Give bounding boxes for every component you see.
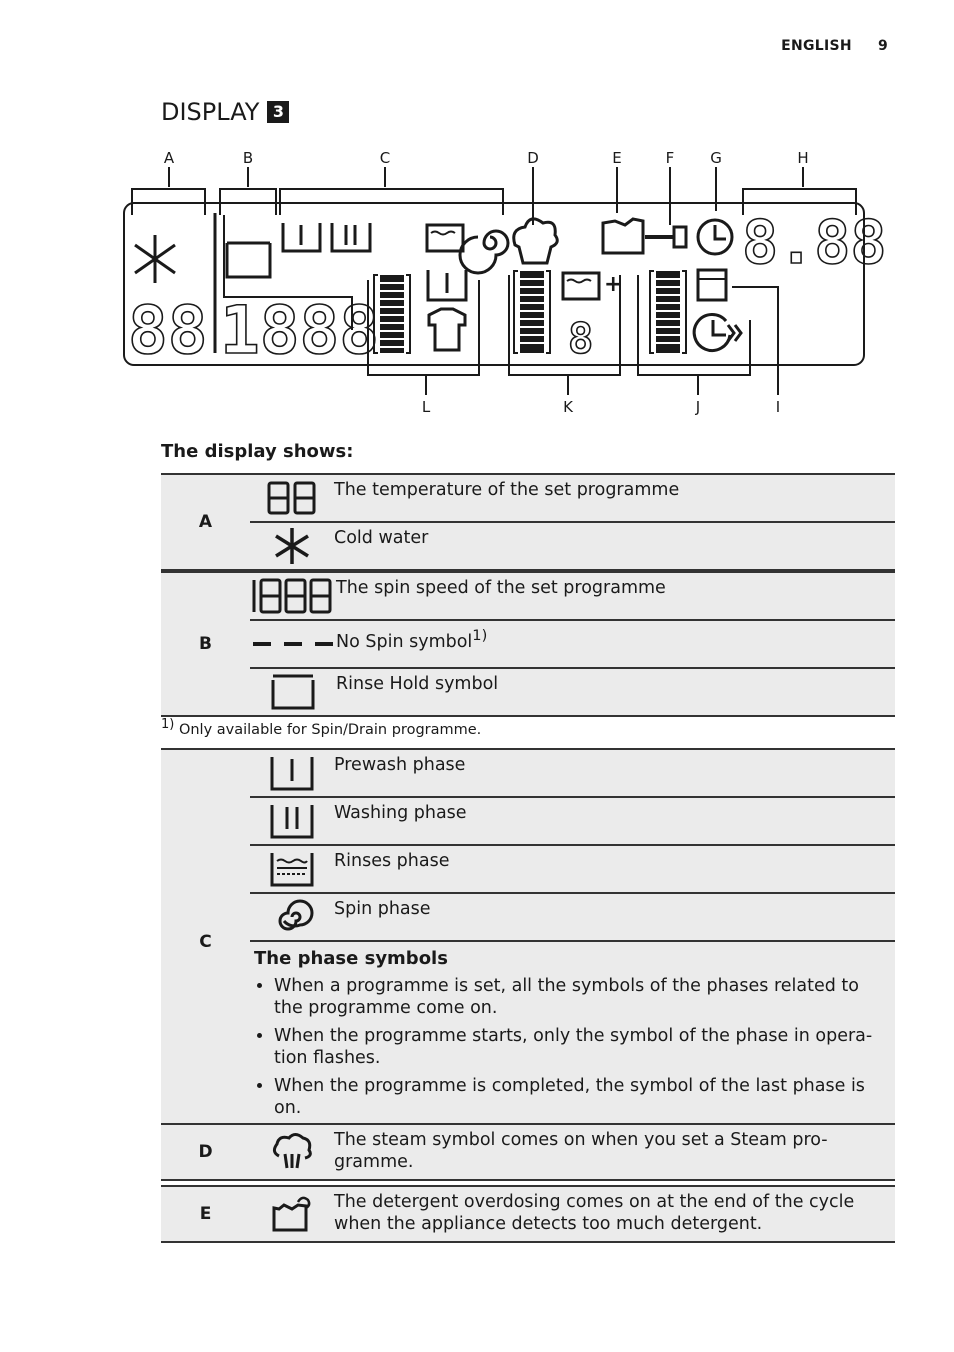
icon-cell	[250, 620, 336, 668]
phase-symbols-cell	[250, 941, 895, 1134]
phase-symbols-list	[254, 975, 885, 1119]
page-number: 9	[877, 38, 888, 54]
washing-icon	[268, 801, 316, 841]
label-k: K	[563, 398, 573, 416]
icon-cell	[250, 749, 334, 797]
row-key-c: C	[161, 749, 250, 1134]
spin-icon	[272, 897, 312, 937]
label-d: D	[527, 149, 539, 167]
spin-speed-digits-icon	[250, 577, 336, 615]
icon-cell	[250, 797, 334, 845]
table-d	[161, 1123, 895, 1181]
temperature-digits-icon	[266, 480, 318, 516]
row-key-b: B	[161, 572, 250, 716]
icon-cell	[250, 893, 334, 941]
cold-water-icon	[272, 526, 312, 566]
page-header	[781, 38, 888, 54]
row-c-text-4: Spin phase	[334, 893, 895, 941]
icon-cell	[250, 522, 334, 570]
row-a-text-1: The temperature of the set programme	[334, 474, 895, 522]
display-diagram	[120, 145, 887, 420]
no-spin-dashes-icon	[251, 634, 335, 654]
table-a	[161, 473, 895, 571]
icon-cell	[250, 668, 336, 716]
list-item: • When a programme is set, all the symbols of the phases related to the programme come on.	[274, 975, 885, 1019]
row-key-a: A	[161, 474, 250, 570]
row-b-text-1: The spin speed of the set programme	[336, 572, 895, 620]
b-readout: 1888	[220, 292, 379, 369]
row-key-d: D	[161, 1124, 250, 1180]
k-plus: +	[604, 272, 623, 297]
h-readout: 8.88	[742, 208, 887, 278]
footnote	[161, 717, 481, 738]
row-e-text: The detergent overdosing comes on at the end of the cycle when the appliance detects too much detergent.	[334, 1186, 895, 1242]
rinse-hold-icon	[269, 672, 317, 712]
table-b	[161, 571, 895, 717]
label-f: F	[665, 149, 675, 167]
row-d-text: The steam symbol comes on when you set a Steam pro-gramme.	[334, 1124, 895, 1180]
label-h: H	[797, 149, 809, 167]
footnote-ref: 1)	[472, 627, 488, 644]
section-title	[161, 98, 289, 126]
icon-cell	[250, 845, 334, 893]
label-c: C	[379, 149, 391, 167]
figure-number-badge: 3	[267, 101, 289, 123]
label-l: L	[421, 398, 431, 416]
row-c-text-2: Washing phase	[334, 797, 895, 845]
row-a-text-2: Cold water	[334, 522, 895, 570]
icon-cell	[250, 1186, 334, 1242]
label-e: E	[612, 149, 622, 167]
row-key-e: E	[161, 1186, 250, 1242]
phase-symbols-heading: The phase symbols	[254, 948, 448, 969]
list-item: • When the programme starts, only the symbol of the phase in opera-tion flashes.	[274, 1025, 885, 1069]
icon-cell	[250, 572, 336, 620]
label-b: B	[242, 149, 254, 167]
label-i: I	[775, 398, 781, 416]
header-language: ENGLISH	[781, 38, 852, 54]
detergent-overdosing-icon	[270, 1194, 314, 1234]
table-c	[161, 748, 895, 1135]
label-g: G	[710, 149, 722, 167]
label-a: A	[163, 149, 175, 167]
footnote-mark: 1)	[161, 717, 175, 732]
section-title-text: DISPLAY	[161, 98, 260, 126]
row-b-text-2	[336, 620, 895, 668]
steam-icon	[271, 1132, 313, 1172]
row-c-text-3: Rinses phase	[334, 845, 895, 893]
rinses-icon	[268, 849, 316, 889]
label-j: J	[695, 398, 701, 416]
icon-cell	[250, 1124, 334, 1180]
k-readout: 8	[568, 314, 594, 363]
row-b-text-3: Rinse Hold symbol	[336, 668, 895, 716]
a-readout: 88	[128, 292, 208, 369]
no-spin-label: No Spin symbol	[336, 631, 473, 652]
icon-cell	[250, 474, 334, 522]
table-e	[161, 1185, 895, 1243]
display-shows-title: The display shows:	[161, 441, 354, 462]
row-c-text-1: Prewash phase	[334, 749, 895, 797]
list-item: • When the programme is completed, the symbol of the last phase is on.	[274, 1075, 885, 1119]
footnote-text: Only available for Spin/Drain programme.	[178, 721, 482, 738]
prewash-icon	[268, 753, 316, 793]
